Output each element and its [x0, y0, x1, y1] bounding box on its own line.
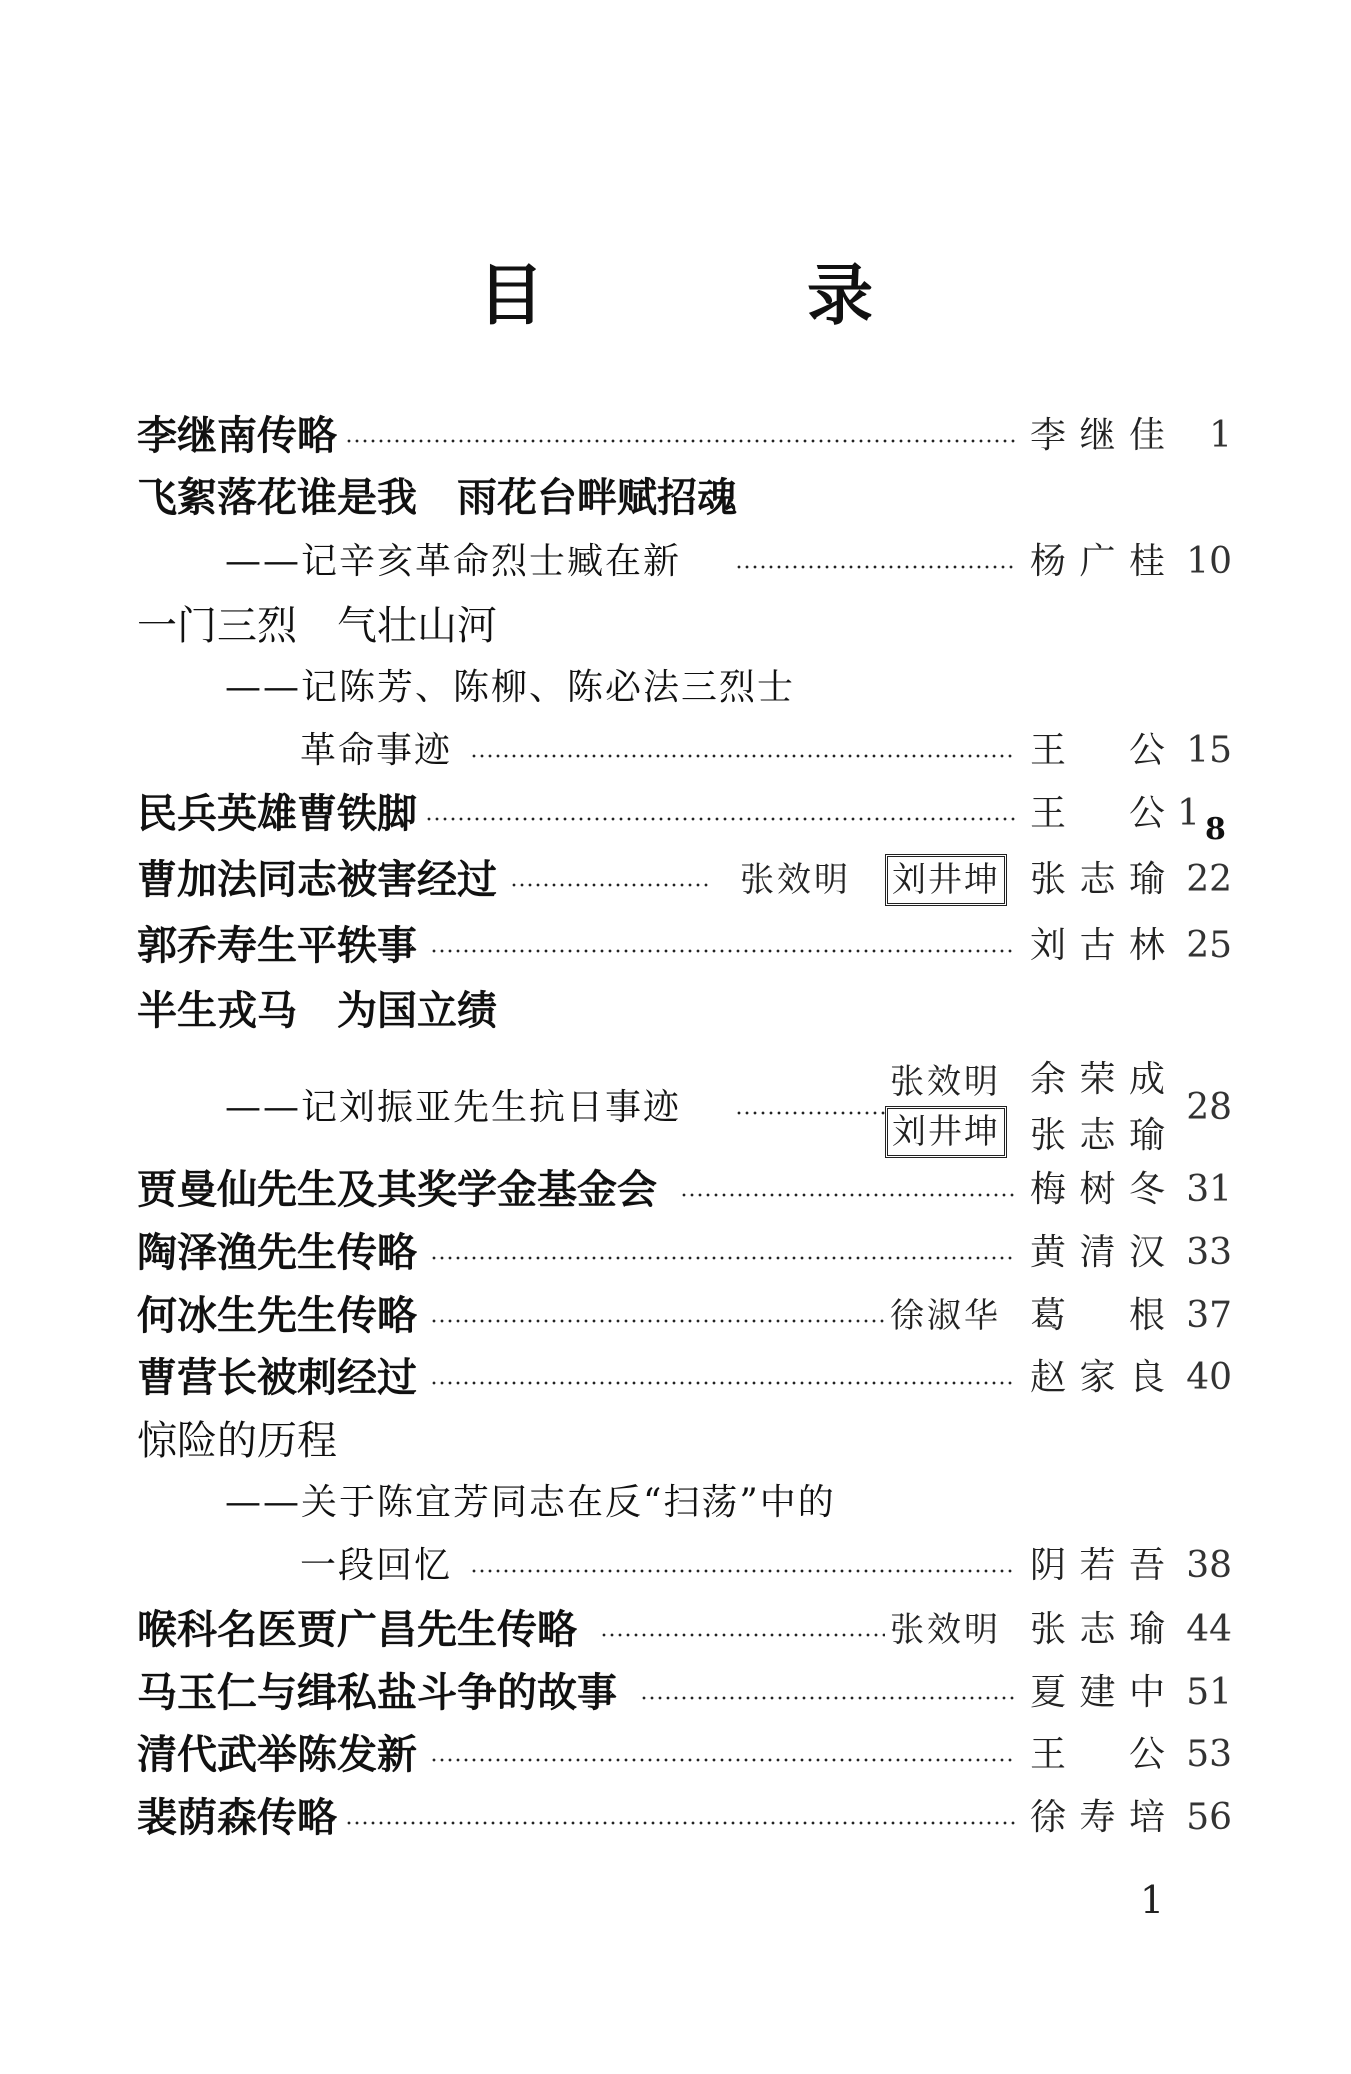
entry-author: 李继佳	[1030, 415, 1165, 456]
dot-leader	[470, 1569, 1015, 1573]
toc-entry[interactable]	[0, 852, 1351, 908]
boxed-author: 刘井坤	[885, 854, 1007, 906]
page-folio: 1	[1140, 1878, 1165, 1922]
entry-coauthor: 张效明	[890, 1610, 1001, 1650]
dot-leader	[510, 883, 710, 887]
toc-entry[interactable]	[0, 918, 1351, 974]
entry-page: 15	[1186, 730, 1232, 771]
toc-entry[interactable]	[0, 1413, 1351, 1469]
entry-page: 31	[1186, 1169, 1232, 1210]
entry-title: 贾曼仙先生及其奖学金基金会	[137, 1166, 657, 1213]
dot-leader	[640, 1696, 1015, 1700]
entry-author: 梅树冬	[1030, 1169, 1165, 1210]
entry-author: 王 公	[1030, 1734, 1165, 1775]
entry-author: 刘古林	[1030, 925, 1165, 966]
toc-entry[interactable]	[0, 660, 1351, 716]
entry-title: 曹营长被刺经过	[137, 1354, 417, 1401]
entry-page: 51	[1186, 1672, 1232, 1713]
entry-subtitle: ——记陈芳、陈柳、陈必法三烈士	[225, 667, 796, 708]
dot-leader	[430, 1381, 1015, 1385]
toc-entry[interactable]	[0, 470, 1351, 526]
toc-entry[interactable]	[0, 1288, 1351, 1344]
toc-entry[interactable]	[0, 1790, 1351, 1846]
entry-subtitle: ——记刘振亚先生抗日事迹	[225, 1087, 682, 1128]
entry-title: 裴荫森传略	[137, 1794, 337, 1841]
entry-title: 半生戎马 为国立绩	[137, 987, 497, 1034]
entry-page: 28	[1186, 1087, 1232, 1128]
toc-entry[interactable]	[0, 983, 1351, 1039]
entry-title: 郭乔寿生平轶事	[137, 922, 417, 969]
toc-entry[interactable]	[0, 598, 1351, 654]
entry-coauthor: 张效明	[890, 1062, 1001, 1102]
entry-author: 张志瑜	[1030, 859, 1165, 900]
dot-leader	[345, 439, 1015, 443]
toc-entry[interactable]	[0, 1602, 1351, 1658]
entry-author: 杨广桂	[1030, 541, 1165, 582]
dot-leader	[600, 1633, 885, 1637]
entry-author: 王 公	[1030, 793, 1165, 834]
toc-entry[interactable]	[0, 534, 1351, 590]
dot-leader	[680, 1193, 1015, 1197]
dot-leader	[430, 1758, 1015, 1762]
entry-page: 40	[1186, 1357, 1232, 1398]
stray-mark: 8	[1205, 812, 1226, 847]
dot-leader	[425, 817, 1015, 821]
entry-author: 徐寿培	[1030, 1797, 1165, 1838]
entry-subtitle: ——关于陈宜芳同志在反“扫荡”中的	[225, 1482, 836, 1523]
entry-author: 赵家良	[1030, 1357, 1165, 1398]
entry-author: 王 公	[1030, 730, 1165, 771]
toc-entry[interactable]	[0, 786, 1351, 847]
entry-subtitle: ——记辛亥革命烈士臧在新	[225, 541, 682, 582]
dot-leader	[430, 1256, 1015, 1260]
entry-coauthor: 张效明	[740, 860, 851, 900]
dot-leader	[735, 1111, 885, 1115]
dot-leader	[430, 1319, 885, 1323]
toc-entry[interactable]	[0, 408, 1351, 464]
entry-page: 25	[1186, 925, 1232, 966]
toc-entry[interactable]	[0, 1058, 1351, 1158]
entry-page: 33	[1186, 1232, 1232, 1273]
entry-page: 44	[1186, 1609, 1232, 1650]
entry-title: 曹加法同志被害经过	[137, 856, 497, 903]
entry-author-top: 余荣成	[1030, 1059, 1165, 1100]
entry-author: 张志瑜	[1030, 1609, 1165, 1650]
toc-entry[interactable]	[0, 1727, 1351, 1783]
toc-entry[interactable]	[0, 1475, 1351, 1531]
entry-author: 黄清汉	[1030, 1232, 1165, 1273]
entry-author: 葛 根	[1030, 1295, 1165, 1336]
entry-subtitle: 一段回忆	[300, 1545, 453, 1586]
entry-author: 夏建中	[1030, 1672, 1165, 1713]
toc-entry[interactable]	[0, 1162, 1351, 1218]
page-title: 目 录	[478, 256, 993, 334]
toc-entry[interactable]	[0, 1665, 1351, 1721]
toc-entry[interactable]	[0, 723, 1351, 779]
entry-author: 阴若吾	[1030, 1545, 1165, 1586]
entry-title: 李继南传略	[137, 412, 337, 459]
dot-leader	[735, 565, 1015, 569]
entry-page: 1	[1177, 793, 1200, 834]
entry-title: 民兵英雄曹铁脚	[137, 790, 417, 837]
entry-title: 清代武举陈发新	[137, 1731, 417, 1778]
entry-page: 56	[1186, 1797, 1232, 1838]
dot-leader	[430, 949, 1015, 953]
entry-page: 1	[1209, 415, 1232, 456]
entry-author: 张志瑜	[1030, 1115, 1165, 1156]
entry-page: 38	[1186, 1545, 1232, 1586]
entry-page: 10	[1186, 541, 1232, 582]
toc-entry[interactable]	[0, 1538, 1351, 1594]
entry-title: 马玉仁与缉私盐斗争的故事	[137, 1669, 617, 1716]
entry-coauthor: 徐淑华	[890, 1296, 1001, 1336]
entry-title: 喉科名医贾广昌先生传略	[137, 1606, 577, 1653]
entry-page: 53	[1186, 1734, 1232, 1775]
entry-title: 一门三烈 气壮山河	[137, 603, 497, 649]
dot-leader	[345, 1821, 1015, 1825]
dot-leader	[470, 754, 1015, 758]
entry-title: 飞絮落花谁是我 雨花台畔赋招魂	[137, 474, 737, 521]
entry-subtitle: 革命事迹	[300, 730, 453, 771]
entry-page: 22	[1186, 859, 1232, 900]
toc-entry[interactable]	[0, 1225, 1351, 1281]
entry-title: 何冰生先生传略	[137, 1292, 417, 1339]
entry-page: 37	[1186, 1295, 1232, 1336]
boxed-author: 刘井坤	[885, 1106, 1007, 1158]
entry-title: 陶泽渔先生传略	[137, 1229, 417, 1276]
entry-title: 惊险的历程	[137, 1418, 337, 1464]
toc-entry[interactable]	[0, 1350, 1351, 1406]
